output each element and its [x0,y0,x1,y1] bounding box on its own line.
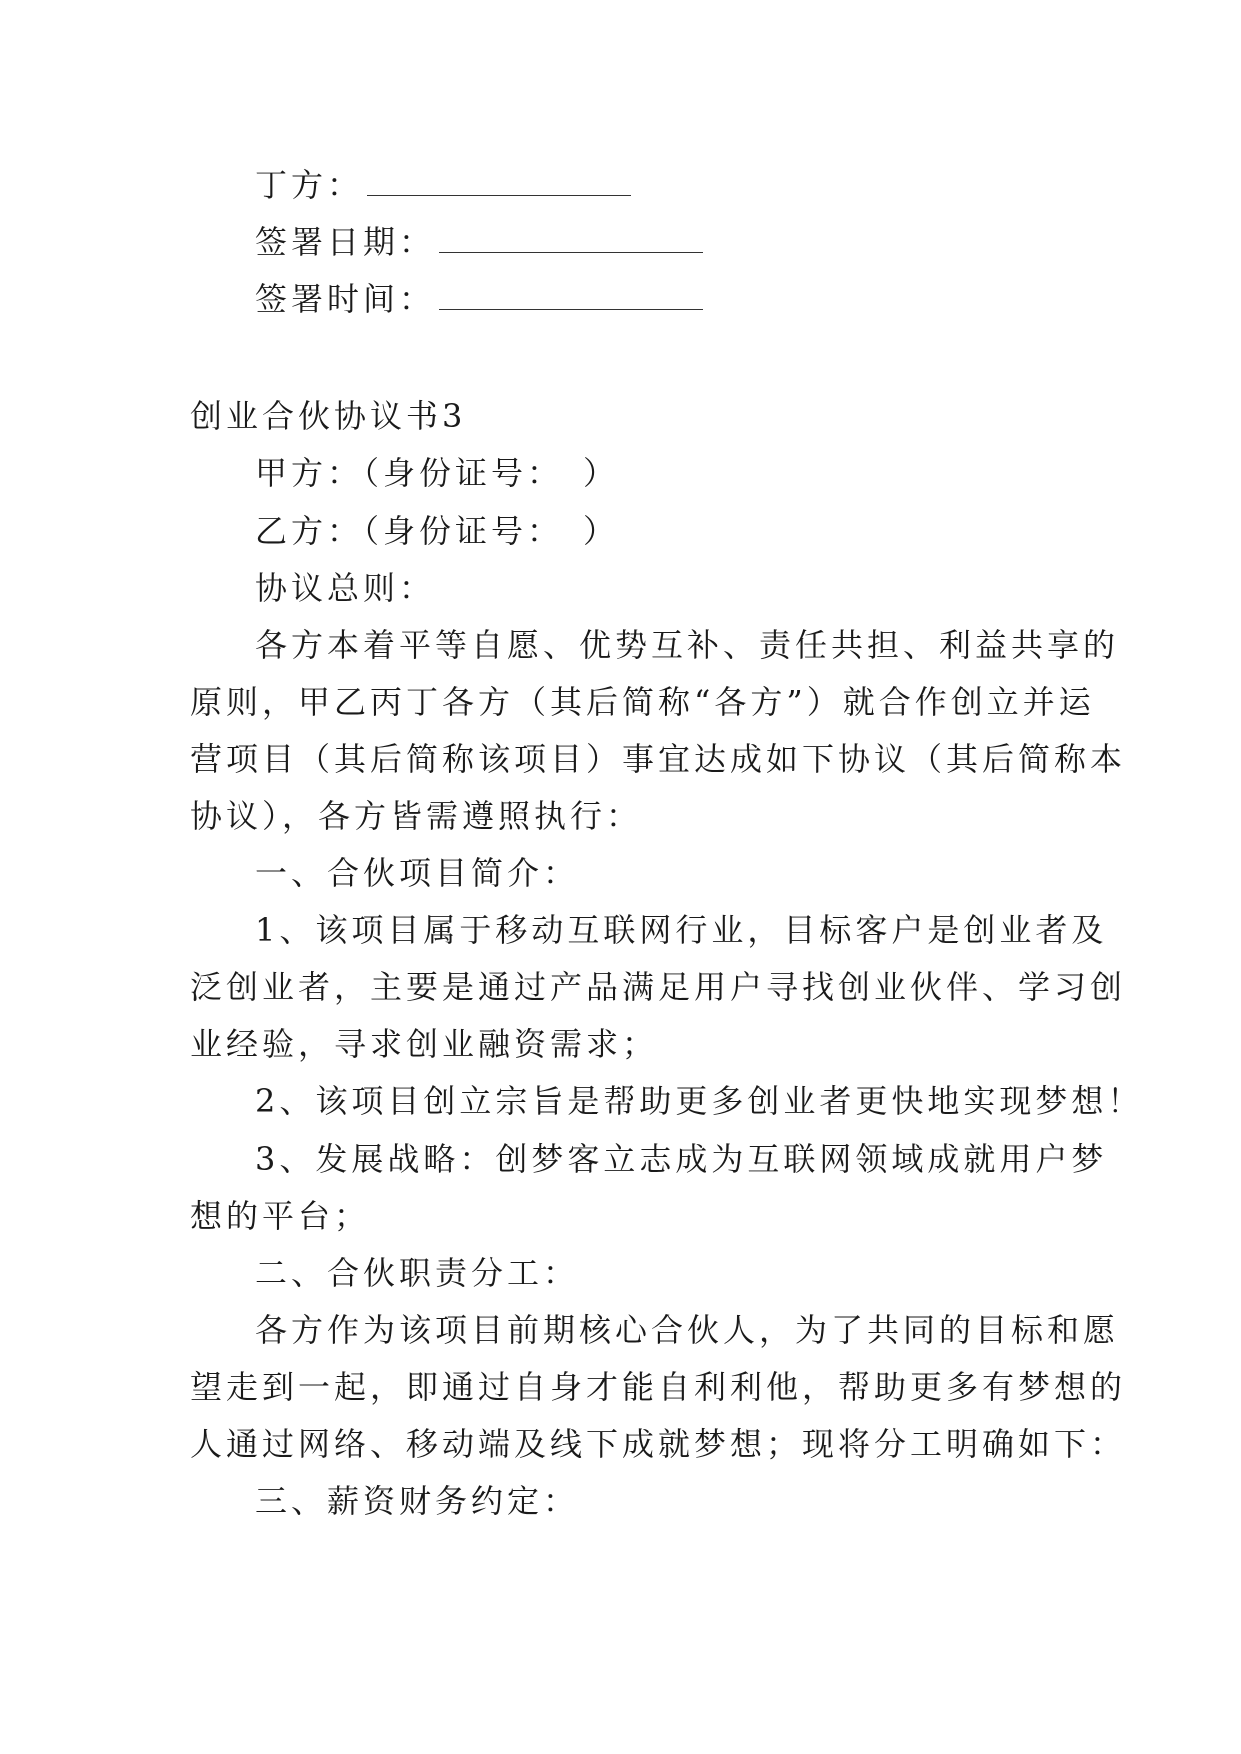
section2-para-line: 望走到一起，即通过自身才能自利利他，帮助更多有梦想的 [190,1368,1127,1406]
section2-heading: 二、合伙职责分工： [255,1254,580,1292]
sign-date-line [255,222,1060,262]
section3-heading: 三、薪资财务约定： [255,1482,580,1520]
item2-line: 2、该项目创立宗旨是帮助更多创业者更快地实现梦想！ [255,1082,1144,1120]
item1-line: 1、该项目属于移动互联网行业，目标客户是创业者及 [255,911,1108,949]
sign-date-blank [439,224,703,253]
general-para-line: 营项目（其后简称该项目）事宜达成如下协议（其后简称本 [190,740,1127,778]
item1-line: 业经验，寻求创业融资需求； [190,1025,659,1063]
ding-party-line [255,165,1060,205]
agreement-title: 创业合伙协议书3 [190,397,467,435]
sign-time-line [255,279,1060,319]
section2-para-line: 各方作为该项目前期核心合伙人，为了共同的目标和愿 [255,1311,1120,1349]
item1-line: 泛创业者，主要是通过产品满足用户寻找创业伙伴、学习创 [190,968,1127,1006]
section2-para-line: 人通过网络、移动端及线下成就梦想；现将分工明确如下： [190,1425,1127,1463]
ding-party-label: 丁方： [255,166,364,204]
sign-date-label: 签署日期： [255,223,436,261]
item3-line: 3、发展战略：创梦客立志成为互联网领域成就用户梦 [255,1140,1108,1178]
section1-heading: 一、合伙项目简介： [255,854,580,892]
item3-line: 想的平台； [190,1197,371,1235]
party-b-line: 乙方：（身份证号： ） [255,512,620,550]
general-para-line: 原则，甲乙丙丁各方（其后简称“各方”）就合作创立并运 [190,683,1095,721]
party-a-line: 甲方：（身份证号： ） [255,454,620,492]
general-para-line: 各方本着平等自愿、优势互补、责任共担、利益共享的 [255,626,1120,664]
sign-time-label: 签署时间： [255,280,436,318]
general-heading: 协议总则： [255,569,436,607]
sign-time-blank [439,281,703,310]
general-para-line: 协议），各方皆需遵照执行： [190,797,643,835]
ding-party-blank [367,167,631,196]
